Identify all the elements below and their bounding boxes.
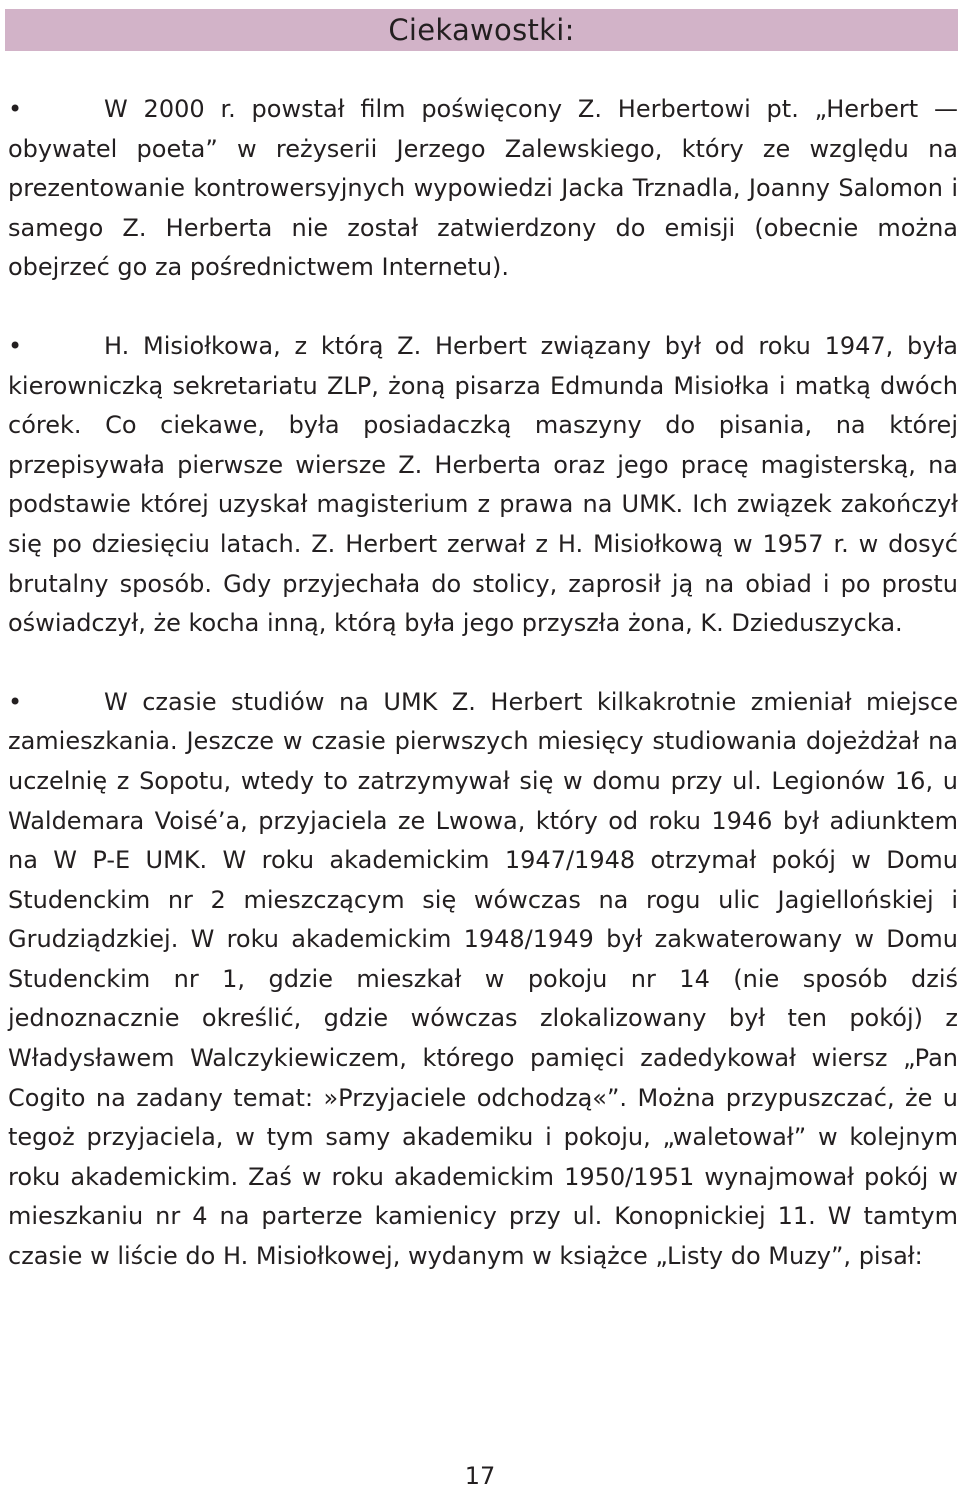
page-number: 17 bbox=[464, 1462, 496, 1490]
article-body bbox=[8, 90, 958, 1277]
bullet-point-icon: • bbox=[8, 95, 23, 123]
paragraph-text: W 2000 r. powstał film poświęcony Z. Herbertowi pt. „Herbert — obywatel poeta” w reżyserii Jerzego Zalewskiego, który ze względu na prezentowanie kontrowersyjnych wypowiedzi Jacka Trznadla, Joanny Salomon i samego Z. Herberta nie został zatwierdzony do emisji (obecnie można obejrzeć go za pośrednictwem Internetu). bbox=[8, 95, 958, 282]
bullet-point-icon: • bbox=[8, 331, 23, 360]
fact-paragraph-film bbox=[8, 90, 958, 288]
paragraph-text: H. Misiołkowa, z którą Z. Herbert związany był od roku 1947, była kierowniczką sekretariatu ZLP, żoną pisarza Edmunda Misiołka i matką dwóch córek. Co ciekawe, była posiadaczką maszyny do pisania, na której przepisywała pierwsze wiersze Z. Herberta oraz jego pracę magisterską, na podstawie której uzyskał magisterium z prawa na UMK. Ich związek zakończył się po dziesięciu latach. Z. Herbert zerwał z H. Misiołkową w 1957 r. w dosyć brutalny sposób. Gdy przyjechała do stolicy, zaprosił ją na obiad i po prostu oświadczył, że kocha inną, którą była jego przyszła żona, K. Dzieduszycka. bbox=[8, 331, 958, 638]
section-title: Ciekawostki: bbox=[388, 13, 575, 47]
fact-paragraph-residences bbox=[8, 683, 958, 1277]
fact-paragraph-misiolkowa bbox=[8, 327, 958, 644]
paragraph-text: W czasie studiów na UMK Z. Herbert kilkakrotnie zmieniał miejsce zamieszkania. Jeszcze w czasie pierwszych miesięcy studiowania dojeżdżał na uczelnię z Sopotu, wtedy to zatrzymywał się w domu przy ul. Legionów 16, u Waldemara Voisé’a, przyjaciela ze Lwowa, który od roku 1946 był adiunktem na W P-E UMK. W roku akademickim 1947/1948 otrzymał pokój w Domu Studenckim nr 2 mieszczącym się wówczas na rogu ulic Jagiellońskiej i Grudziądzkiej. W roku akademickim 1948/1949 był zakwaterowany w Domu Studenckim nr 1, gdzie mieszkał w pokoju nr 14 (nie sposób dziś jednoznacznie określić, gdzie wówczas zlokalizowany był ten pokój) z Władysławem Walczykiewiczem, którego pamięci zadedykował wiersz „Pan Cogito na zadany temat: »Przyjaciele odchodzą«”. Można przypuszczać, że u tegoż przyjaciela, w tym samy akademiku i pokoju, „waletował” w kolejnym roku akademickim. Zaś w roku akademickim 1950/1951 wynajmował pokój w mieszkaniu nr 4 na parterze kamienicy przy ul. Konopnickiej 11. W tamtym czasie w liście do H. Misiołkowej, wydanym w książce „Listy do Muzy”, pisał: bbox=[8, 687, 958, 1271]
section-header-band bbox=[5, 9, 958, 51]
bullet-point-icon: • bbox=[8, 687, 23, 716]
